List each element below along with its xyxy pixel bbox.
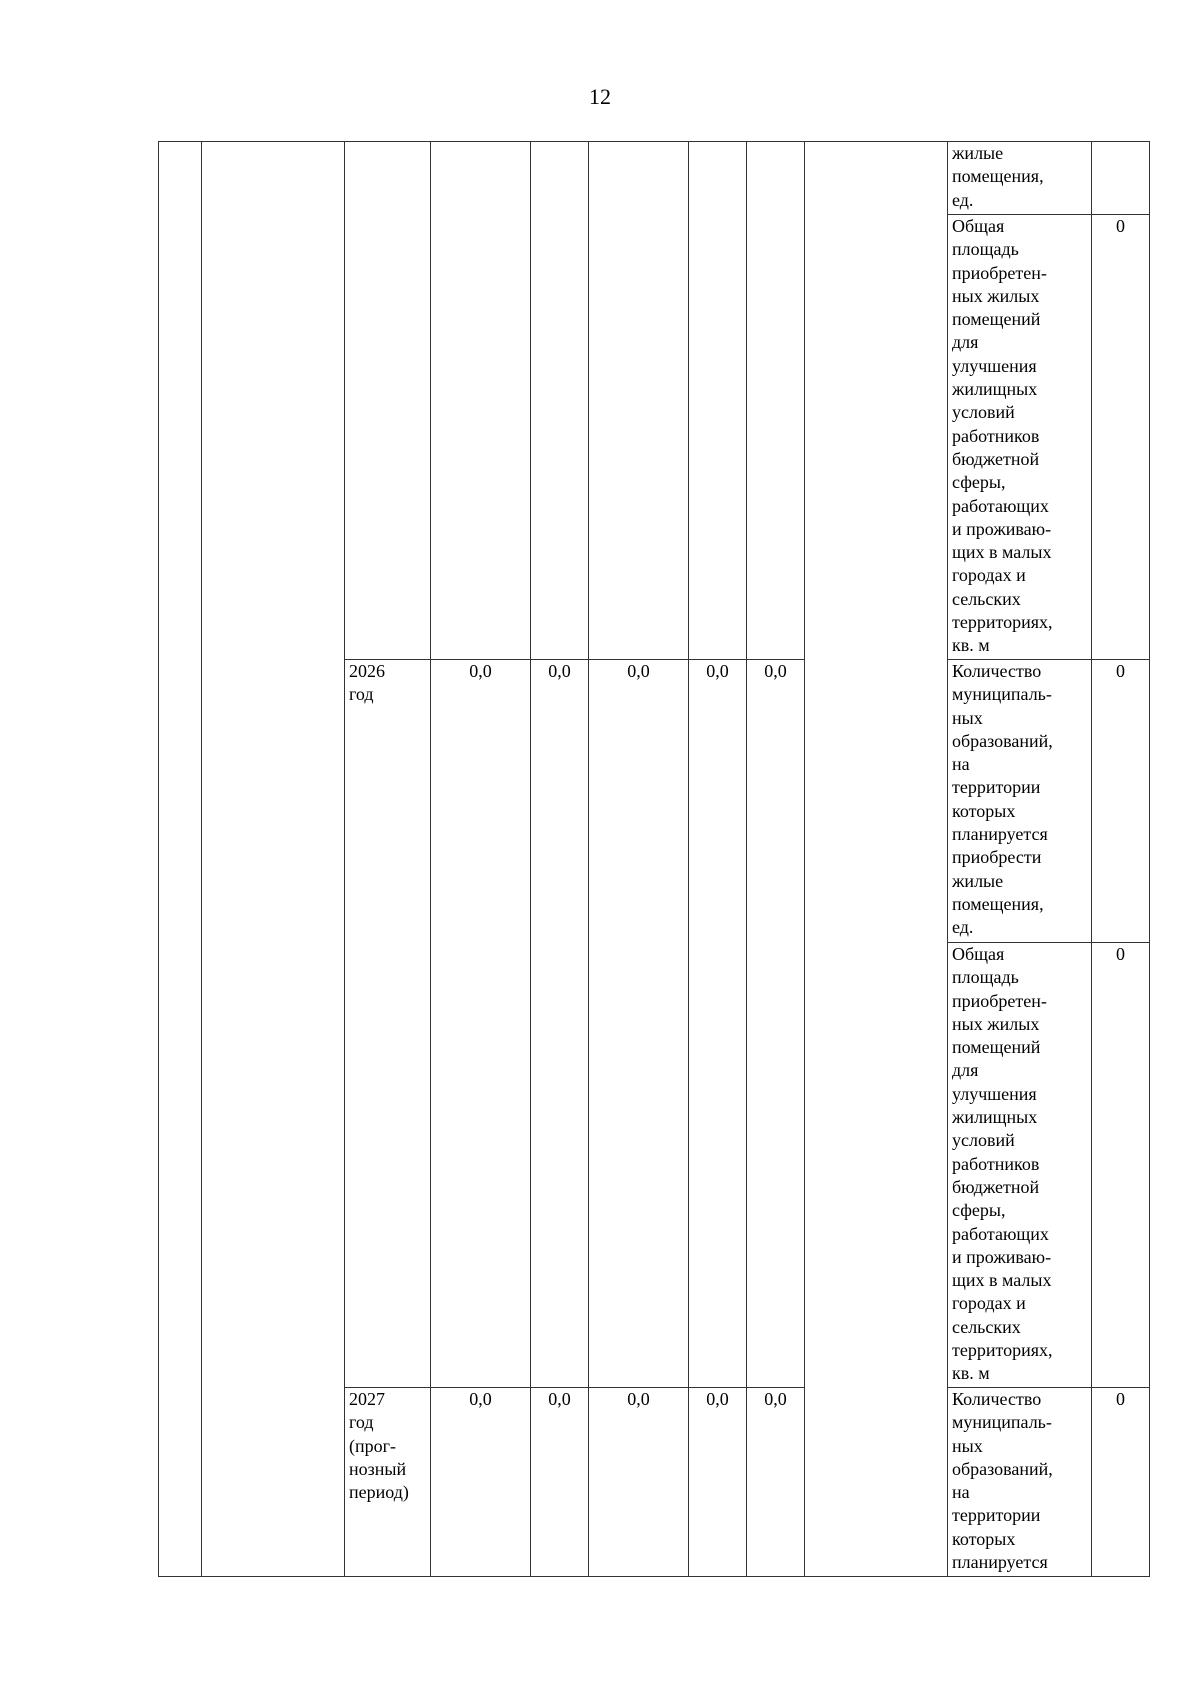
year-cell: 2027 год (прог- нозный период)	[345, 1388, 431, 1577]
indicator-name: жилые помещения, ед.	[948, 142, 1092, 215]
value-cell: 0,0	[747, 1388, 805, 1577]
value-cell	[431, 142, 531, 660]
value-cell	[747, 142, 805, 660]
value-cell: 0,0	[589, 660, 689, 1388]
value-cell: 0,0	[431, 1388, 531, 1577]
program-table	[158, 141, 1150, 1577]
table-row	[159, 142, 1150, 215]
value-cell	[531, 142, 589, 660]
value-cell: 0,0	[689, 660, 747, 1388]
indicator-value: 0	[1092, 943, 1150, 1388]
indicator-value: 0	[1092, 1388, 1150, 1577]
indicator-value	[1092, 142, 1150, 215]
value-cell: 0,0	[531, 1388, 589, 1577]
indicator-name: Количество муниципаль- ных образований, на территории которых планируется приобрести жилые помещения, ед.	[948, 660, 1092, 943]
year-cell	[345, 142, 431, 660]
value-cell: 0,0	[431, 660, 531, 1388]
value-cell: 0,0	[747, 660, 805, 1388]
indicator-value: 0	[1092, 660, 1150, 943]
value-cell: 0,0	[689, 1388, 747, 1577]
year-cell: 2026 год	[345, 660, 431, 1388]
executor-cell	[805, 142, 948, 1577]
value-cell	[689, 142, 747, 660]
value-cell: 0,0	[589, 1388, 689, 1577]
indicator-value: 0	[1092, 215, 1150, 660]
indicator-name: Общая площадь приобретен- ных жилых помещений для улучшения жилищных условий работников бюджетной сферы, работающих и проживаю- щих в малых городах и сельских территориях, кв. м	[948, 215, 1092, 660]
indicator-name: Общая площадь приобретен- ных жилых помещений для улучшения жилищных условий работников бюджетной сферы, работающих и проживаю- щих в малых городах и сельских территориях, кв. м	[948, 943, 1092, 1388]
number-cell	[159, 142, 202, 1577]
value-cell	[589, 142, 689, 660]
indicator-name: Количество муниципаль- ных образований, на территории которых планируется	[948, 1388, 1092, 1577]
value-cell: 0,0	[531, 660, 589, 1388]
name-cell	[202, 142, 345, 1577]
page-number: 12	[589, 84, 611, 109]
